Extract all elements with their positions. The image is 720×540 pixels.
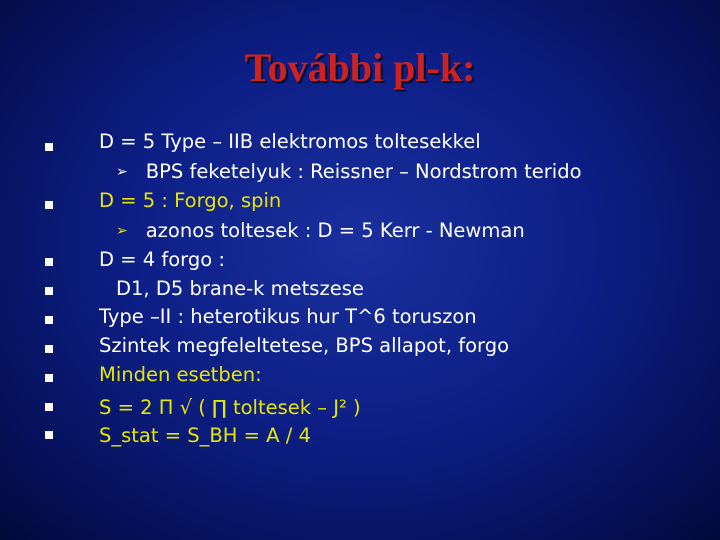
square-bullet-icon — [45, 345, 53, 353]
list-item: D = 4 forgo : — [99, 248, 225, 271]
list-item: Szintek megfeleltetese, BPS allapot, forgo — [99, 334, 510, 357]
square-bullet-icon — [45, 403, 53, 411]
arrowhead-bullet-icon: ➢ — [116, 223, 128, 239]
arrowhead-bullet-icon: ➢ — [116, 164, 128, 180]
list-item: D = 5 Type – IIB elektromos toltesekkel — [99, 130, 481, 153]
square-bullet-icon — [45, 258, 53, 266]
square-bullet-icon — [45, 287, 53, 295]
square-bullet-icon — [45, 316, 53, 324]
slide-title: További pl-k: — [244, 45, 476, 90]
square-bullet-icon — [45, 143, 53, 151]
list-item: Minden esetben: — [99, 363, 262, 386]
square-bullet-icon — [45, 201, 53, 209]
square-bullet-icon — [45, 374, 53, 382]
list-item: D = 5 : Forgo, spin — [99, 189, 282, 212]
list-item: S = 2 Π √ ( ∏ toltesek – J² ) — [99, 396, 361, 419]
list-item: D1, D5 brane-k metszese — [116, 277, 364, 300]
list-item: Type –II : heterotikus hur T^6 toruszon — [99, 305, 477, 328]
list-item: S_stat = S_BH = A / 4 — [99, 424, 311, 447]
list-item: ➢ BPS feketelyuk : Reissner – Nordstrom terido — [116, 160, 582, 183]
square-bullet-icon — [45, 431, 53, 439]
list-item: ➢ azonos toltesek : D = 5 Kerr - Newman — [116, 219, 525, 242]
